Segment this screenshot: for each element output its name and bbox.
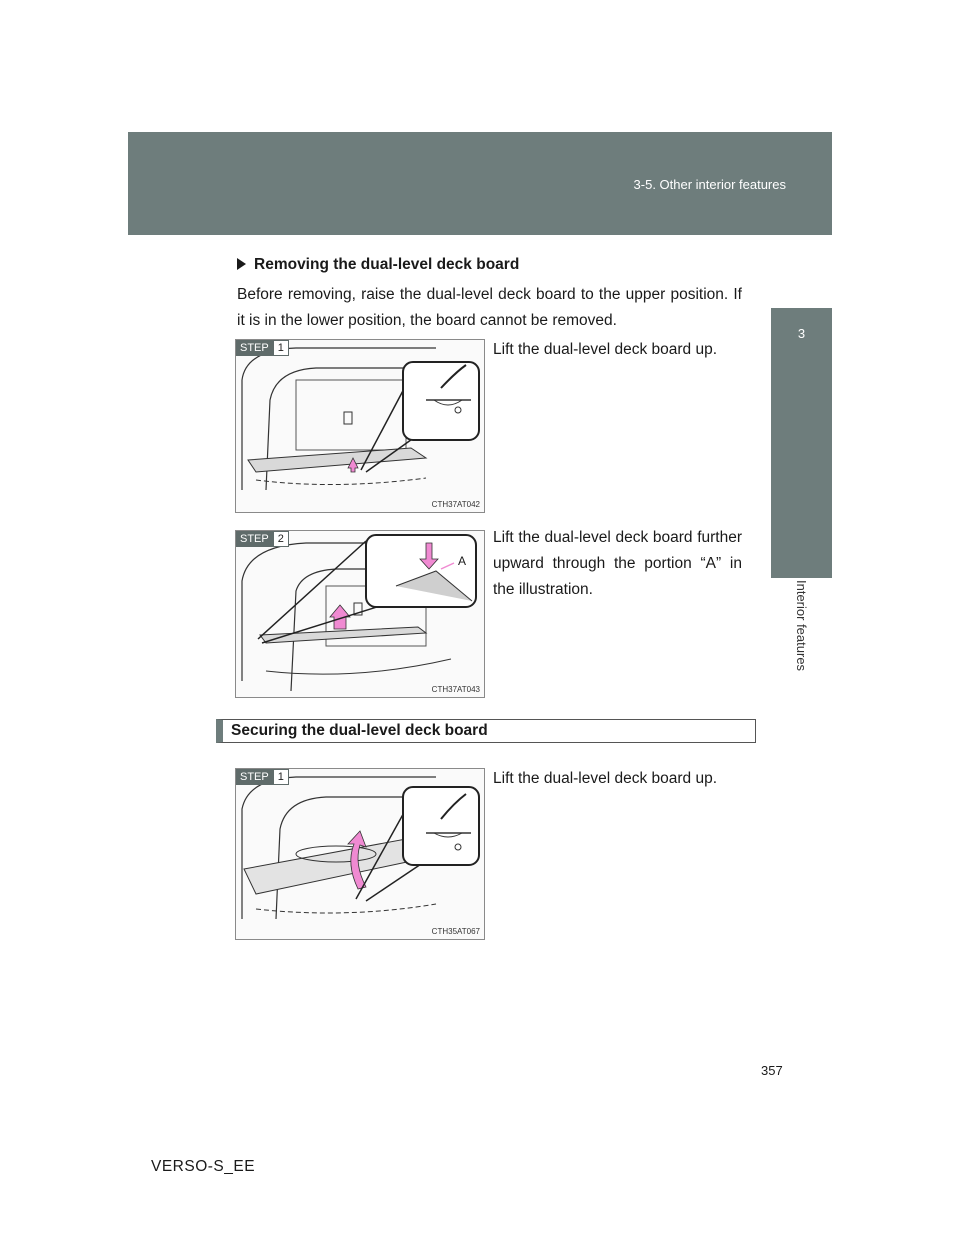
figure-code: CTH35AT067 bbox=[431, 927, 480, 936]
trunk-illustration bbox=[236, 531, 484, 697]
step-badge bbox=[236, 769, 289, 785]
model-code: VERSO-S_EE bbox=[151, 1158, 256, 1175]
step-text: Lift the dual-level deck board up. bbox=[493, 770, 718, 787]
triangle-bullet-icon bbox=[237, 258, 246, 270]
step-text: Lift the dual-level deck board up. bbox=[493, 341, 718, 358]
section-title: 3-5. Other interior features bbox=[633, 177, 786, 192]
chapter-number: 3 bbox=[797, 326, 806, 341]
page-number: 357 bbox=[761, 1063, 783, 1078]
step-word: STEP bbox=[236, 531, 273, 547]
callout-a: A bbox=[458, 554, 467, 568]
figure-code: CTH37AT042 bbox=[431, 500, 480, 509]
header-band bbox=[128, 132, 832, 235]
figure-step1-lift bbox=[235, 339, 485, 513]
securing-heading: Securing the dual-level deck board bbox=[216, 719, 756, 743]
figure-step2-through-a bbox=[235, 530, 485, 698]
trunk-illustration bbox=[236, 769, 484, 939]
figure-code: CTH37AT043 bbox=[431, 685, 480, 694]
chapter-label-wrap bbox=[771, 580, 832, 700]
figure-secure-step1-lift bbox=[235, 768, 485, 940]
step-number: 2 bbox=[273, 531, 289, 547]
step-number: 1 bbox=[273, 769, 289, 785]
removing-heading-text: Removing the dual-level deck board bbox=[254, 256, 520, 273]
step-badge bbox=[236, 340, 289, 356]
step-badge bbox=[236, 531, 289, 547]
chapter-label: Interior features bbox=[794, 580, 809, 672]
removing-intro: Before removing, raise the dual-level deck board to the upper position. If it is in the lower position, the board cannot be removed. bbox=[237, 286, 742, 329]
step-word: STEP bbox=[236, 340, 273, 356]
trunk-illustration bbox=[236, 340, 484, 512]
removing-heading bbox=[237, 256, 519, 274]
step-text: Lift the dual-level deck board further upward through the portion “A” in the illustration. bbox=[493, 529, 742, 598]
step-word: STEP bbox=[236, 769, 273, 785]
step-number: 1 bbox=[273, 340, 289, 356]
chapter-tab[interactable] bbox=[771, 308, 832, 578]
